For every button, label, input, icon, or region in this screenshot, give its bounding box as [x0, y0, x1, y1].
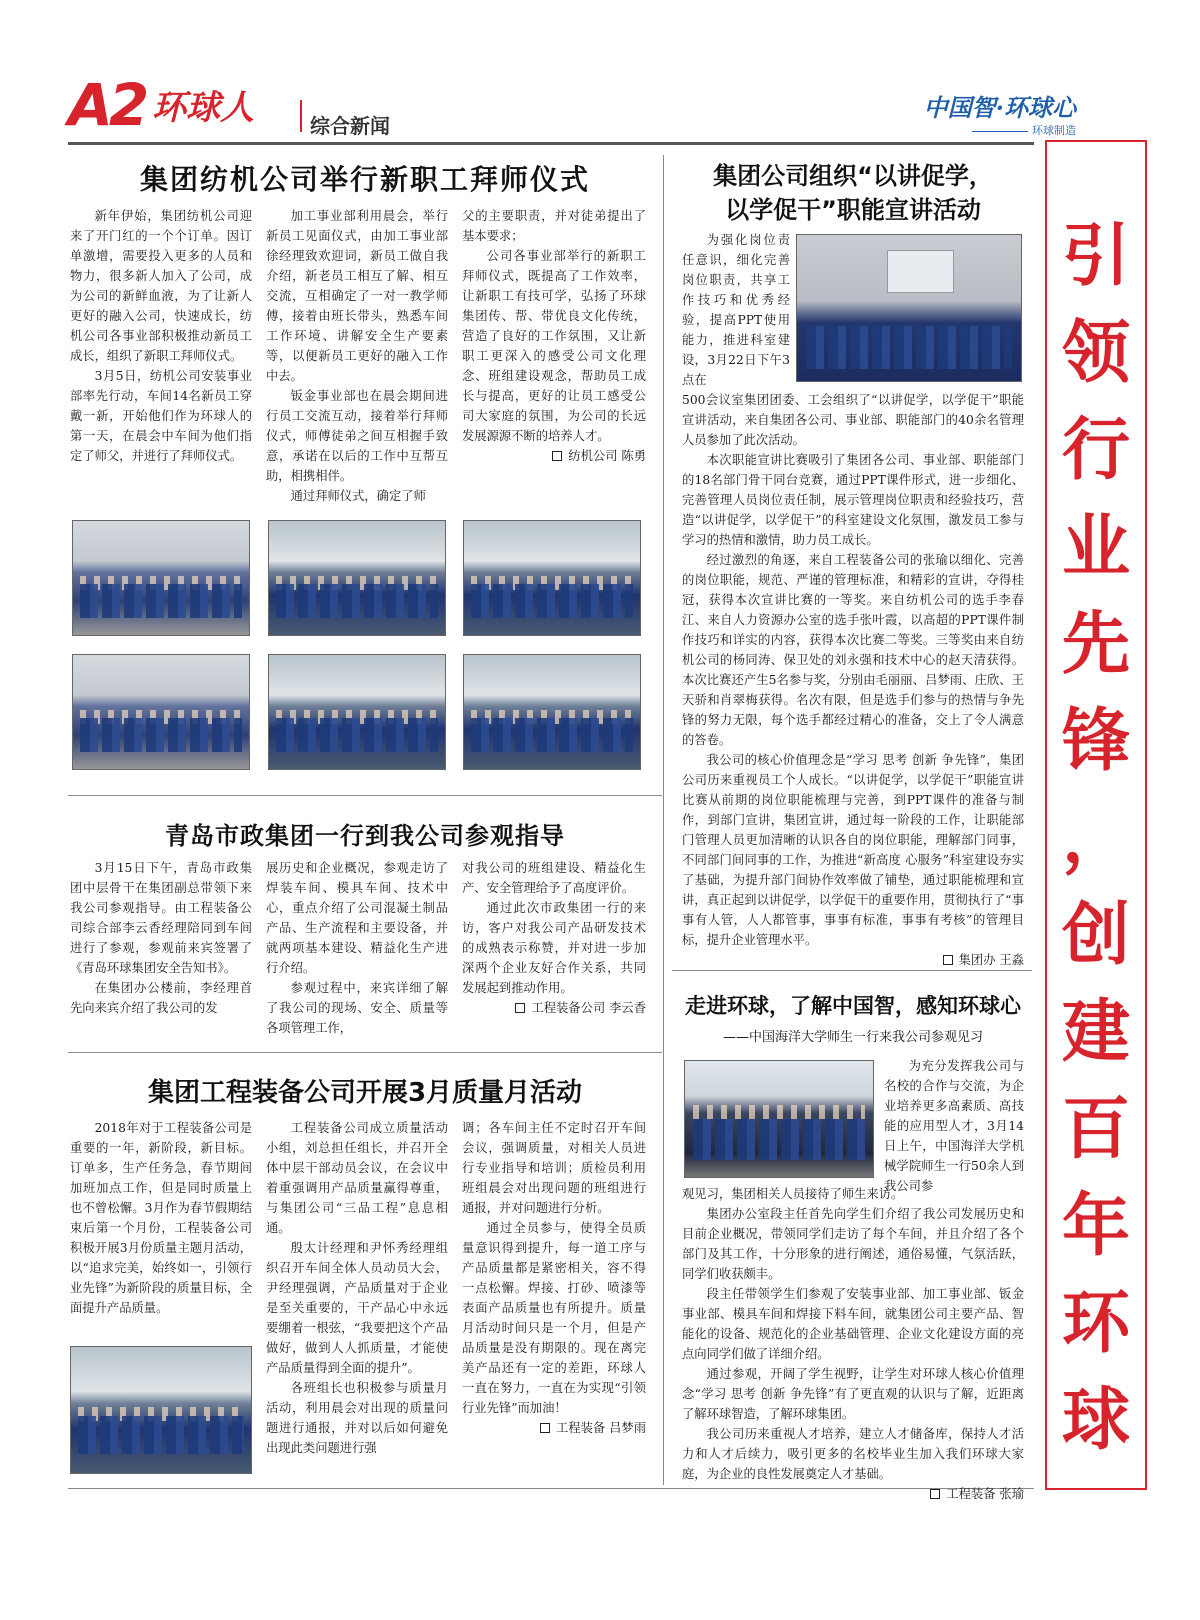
- byline-text: 工程装备公司 李云香: [531, 1001, 646, 1015]
- photo: [72, 654, 250, 770]
- banner-char: ，: [1061, 798, 1130, 878]
- article-column: [266, 206, 448, 506]
- paragraph: 通过此次市政集团一行的来访，客户对我公司产品研发技术的成熟表示称赞，并对进一步加深两个企业友好合作关系，共同发展起到推动作用。: [462, 901, 646, 995]
- byline: [462, 446, 646, 466]
- paragraph: 参观过程中，来宾详细了解了我公司的现场、安全、质量等各项管理工作，: [266, 981, 448, 1035]
- byline: [682, 950, 1024, 970]
- masthead: [68, 66, 1086, 146]
- byline-box-icon: [515, 1003, 525, 1013]
- article-column: [70, 1118, 252, 1318]
- article-subtitle: ——中国海洋大学师生一行来我公司参观见习: [722, 1030, 983, 1045]
- byline-text: 纺机公司 陈勇: [568, 449, 646, 463]
- paragraph: 工程装备公司成立质量活动小组，刘总担任组长，并召开全体中层干部动员会议，在会议中着重强调用产品质量赢得尊重，与集团公司“三品工程”息息相通。: [266, 1121, 448, 1235]
- paragraph: 2018年对于工程装备公司是重要的一年，新阶段，新目标。订单多，生产任务急，春节期间加班加点工作，但是同时质量上也不曾松懈。3月作为春节假期结束后第一个月份，工程装备公司积极开展3月份质量主题月活动，以“追求完美，始终如一，引领行业先锋”为新阶段的质量目标，全面提升产品质量。: [70, 1121, 252, 1315]
- article-intro: [682, 230, 790, 390]
- article-title: 集团工程装备公司开展3月质量月活动: [147, 1078, 583, 1108]
- photo: [796, 234, 1022, 382]
- paragraph: 各班组长也积极参与质量月活动，利用晨会对出现的质量问题进行通报，并对以后如何避免出现此类问题进行强: [266, 1381, 448, 1455]
- paragraph: 我公司历来重视人才培养，建立人才储备库，保持人才活力和人才后续力，吸引更多的名校毕业生加入我们环球大家庭，为企业的良性发展奠定人才基础。: [682, 1427, 1024, 1481]
- article-title: 走进环球，了解中国智，感知环球心: [685, 993, 1021, 1018]
- banner-char: 领: [1061, 313, 1130, 393]
- byline: [462, 1418, 646, 1438]
- masthead-rule: [68, 142, 1034, 145]
- article-column: [462, 1118, 646, 1438]
- photo: [463, 520, 641, 636]
- side-banner-text: [1047, 208, 1145, 1469]
- photo: [684, 1060, 874, 1178]
- section-divider: [68, 1052, 662, 1053]
- article-column: [682, 1184, 1024, 1504]
- banner-char: 球: [1061, 1380, 1130, 1460]
- article-column: [266, 858, 448, 1038]
- side-banner: [1045, 140, 1147, 1490]
- paragraph: 通过拜师仪式，确定了师: [290, 489, 426, 503]
- paragraph: 展历史和企业概况，参观走访了焊装车间、模具车间、技术中心，重点介绍了公司混凝土制品产品、生产流程和主要设备，并就两项基本建设、精益化生产进行介绍。: [266, 861, 448, 975]
- article-column: [70, 858, 252, 1018]
- brand-logo-text: 环球人: [152, 88, 254, 128]
- banner-char: 环: [1061, 1283, 1130, 1363]
- paragraph: 为充分发挥我公司与名校的合作与交流，为企业培养更多高素质、高技能的应用型人才，3月14日上午，中国海洋大学机械学院师生一行50余人到我公司参: [884, 1059, 1024, 1193]
- article-title: 集团纺机公司举行新职工拜师仪式: [139, 163, 590, 196]
- page-number: A2: [68, 71, 146, 139]
- byline-text: 工程装备 张瑜: [946, 1487, 1024, 1501]
- banner-char: 行: [1061, 410, 1130, 490]
- slogan: 中国智·环球心: [923, 93, 1076, 122]
- article-title: 集团公司组织“以讲促学，: [713, 162, 993, 190]
- paragraph: 通过全员参与，使得全员质量意识得到提升，每一道工序与产品质量都是紧密相关，容不得一点松懈。焊接、打砂、喷漆等表面产品质量也有所提升。质量月活动时间只是一个月，但是产品质量是没有期限的。现在离完美产品还有一定的差距，环球人一直在努力，一直在为实现“引领行业先锋”而加油！: [462, 1221, 646, 1415]
- paragraph: 集团办公室段主任首先向学生们介绍了我公司发展历史和目前企业概况，带领同学们走访了每个车间，并且介绍了各个部门及其工作，十分形象的进行阐述，通俗易懂，气氛活跃，同学们收获颇丰。: [682, 1207, 1024, 1281]
- article-column: [462, 206, 646, 466]
- paragraph: 殷太计经理和尹怀秀经理组织召开车间全体人员动员大会，尹经理强调，产品质量对于企业是至关重要的，干产品心中永远要绷着一根弦，“我要把这个产品做好，做到人人抓质量，才能使产品质量得到全面的提升”。: [266, 1241, 448, 1375]
- banner-char: 百: [1061, 1089, 1130, 1169]
- photo: [268, 520, 446, 636]
- banner-char: 锋: [1061, 701, 1130, 781]
- paragraph: 加工事业部利用晨会，举行新员工见面仪式，由加工事业部徐经理致欢迎词，新员工做自我介绍，新老员工相互了解、相互交流，互相确定了一对一教学师傅，接着由班长带头，熟悉车间工作环境、讲解安全生产要素等，以便新员工更好的融入工作中去。: [266, 209, 448, 383]
- section-name: 综合新闻: [310, 114, 390, 138]
- masthead-divider: [300, 100, 302, 132]
- photo: [70, 1346, 252, 1474]
- paragraph: 为强化岗位责任意识，细化完善岗位职责，共享工作技巧和优秀经验，提高PPT使用能力，推进科室建设，3月22日下午3点在: [682, 233, 790, 387]
- paragraph: 观见习，集团相关人员接待了师生来访。: [682, 1187, 904, 1201]
- article-column: [266, 1118, 448, 1458]
- paragraph: 调；各车间主任不定时召开车间会议，强调质量，对相关人员进行专业指导和培训；质检员利用班组晨会对出现问题的班组进行通报，并对问题进行分析。: [462, 1121, 646, 1215]
- paragraph: 段主任带领学生们参观了安装事业部、加工事业部、钣金事业部、模具车间和焊接下料车间，就集团公司主要产品、智能化的设备、规范化的企业基础管理、企业文化建设方面的亮点向同学们做了详细介绍。: [682, 1287, 1024, 1361]
- article-column: [682, 390, 1024, 970]
- byline-box-icon: [540, 1423, 550, 1433]
- photo: [268, 654, 446, 770]
- article-intro: [884, 1056, 1024, 1196]
- slogan-subtitle: 环球制造: [972, 122, 1076, 138]
- paragraph: 通过参观，开阔了学生视野，让学生对环球人核心价值理念“学习 思考 创新 争先锋”有了更直观的认识与了解，近距离了解环球智造，了解环球集团。: [682, 1367, 1024, 1421]
- paragraph: 500会议室集团团委、工会组织了“以讲促学，以学促干”职能宣讲活动，来自集团各公司、事业部、职能部门的40余名管理人员参加了此次活动。: [682, 393, 1024, 447]
- photo: [463, 654, 641, 770]
- byline-text: 工程装备 吕梦雨: [556, 1421, 646, 1435]
- paragraph: 本次职能宣讲比赛吸引了集团各公司、事业部、职能部门的18名部门骨干同台竞赛，通过PPT课件形式，进一步细化、完善管理人员岗位责任制，展示管理岗位职责和经验技巧，营造“以讲促学，以学促干”的科室建设文化氛围，激发员工参与学习的热情和激情，助力员工成长。: [682, 453, 1024, 547]
- article-column: [70, 206, 252, 466]
- paragraph: 3月5日，纺机公司安装事业部率先行动，车间14名新员工穿戴一新，开始他们作为环球人的第一天，在晨会中车间为他们指定了师父，并进行了拜师仪式。: [70, 369, 252, 463]
- byline-box-icon: [943, 955, 953, 965]
- byline: [682, 1484, 1024, 1504]
- section-divider: [68, 795, 662, 796]
- photo: [72, 520, 250, 636]
- paragraph: 新年伊始，集团纺机公司迎来了开门红的一个个订单。因订单激增，需要投入更多的人员和物力，很多新人加入了公司，成为公司的新鲜血液，为了让新人更好的融入公司，快速成长，纺机公司各事业部积极推动新员工成长，组织了新职工拜师仪式。: [70, 209, 252, 363]
- article-title: 青岛市政集团一行到我公司参观指导: [165, 822, 565, 850]
- byline-text: 集团办 王淼: [958, 953, 1024, 967]
- paragraph: 公司各事业部举行的新职工拜师仪式，既提高了工作效率，让新职工有技可学，弘扬了环球集团传、帮、带优良文化传统，营造了良好的工作氛围，又让新职工更深入的感受公司文化理念、班组建设观念，帮助员工成长与提高，更好的让员工感受公司大家庭的氛围，为公司的长远发展源源不断的培养人才。: [462, 249, 646, 443]
- paragraph: 父的主要职责，并对徒弟提出了基本要求；: [462, 209, 646, 243]
- banner-char: 先: [1061, 604, 1130, 684]
- column-divider: [663, 155, 664, 1485]
- byline-box-icon: [552, 451, 562, 461]
- banner-char: 年: [1061, 1186, 1130, 1266]
- banner-char: 引: [1061, 216, 1130, 296]
- paragraph: 我公司的核心价值理念是“学习 思考 创新 争先锋”，集团公司历来重视员工个人成长。“以讲促学，以学促干”职能宣讲比赛从前期的岗位职能梳理与完善，到PPT课件的准备与制作，到部门宣讲，集团宣讲，通过每一阶段的工作，让职能部门管理人员更加清晰的认识各自的岗位职能，理解部门同事，不同部门间同事的工作，为推进“新高度 心服务”科室建设夯实了基础，为提升部门间协作效率做了铺垫，通过职能梳理和宣讲，真正起到以讲促学，以学促干的重要作用，贯彻执行了“事事有人管，人人都管事，事事有标准，事事有考核”的管理目标，提升企业管理水平。: [682, 753, 1024, 947]
- banner-char: 业: [1061, 507, 1130, 587]
- paragraph: 经过激烈的角逐，来自工程装备公司的张瑜以细化、完善的岗位职能，规范、严谨的管理标准，和精彩的宣讲，夺得桂冠，获得本次宣讲比赛的一等奖。来自纺机公司的选手李春江、来自人力资源办公室的选手张叶霞，以高超的PPT课件制作技巧和详实的内容，获得本次比赛二等奖。三等奖由来自纺机公司的杨同涛、保卫处的刘永强和技术中心的赵天清获得。本次比赛还产生5名参与奖，分别由毛丽丽、吕梦雨、庄欣、王天骄和肖翠梅获得。名次有限，但是选手们参与的热情与争先锋的努力无限，每个选手都经过精心的准备，交上了令人满意的答卷。: [682, 553, 1024, 747]
- paragraph: 3月15日下午，青岛市政集团中层骨干在集团副总带领下来我公司参观指导。由工程装备公司综合部李云香经理陪同到车间进行了参观，参观前来宾签署了《青岛环球集团安全告知书》。: [70, 861, 252, 975]
- section-divider: [672, 970, 1032, 971]
- article-title: 以学促干”职能宣讲活动: [725, 196, 981, 224]
- paragraph: 钣金事业部也在晨会期间进行员工交流互动，接着举行拜师仪式，师傅徒弟之间互相握手致意，承诺在以后的工作中互帮互助，相携相伴。: [266, 389, 448, 483]
- article-column: [462, 858, 646, 1018]
- paragraph: 在集团办公楼前，李经理首先向来宾介绍了我公司的发: [70, 981, 252, 1015]
- banner-char: 建: [1061, 992, 1130, 1072]
- banner-char: 创: [1061, 895, 1130, 975]
- byline-box-icon: [930, 1489, 940, 1499]
- paragraph: 对我公司的班组建设、精益化生产、安全管理给予了高度评价。: [462, 861, 646, 895]
- byline: [462, 998, 646, 1018]
